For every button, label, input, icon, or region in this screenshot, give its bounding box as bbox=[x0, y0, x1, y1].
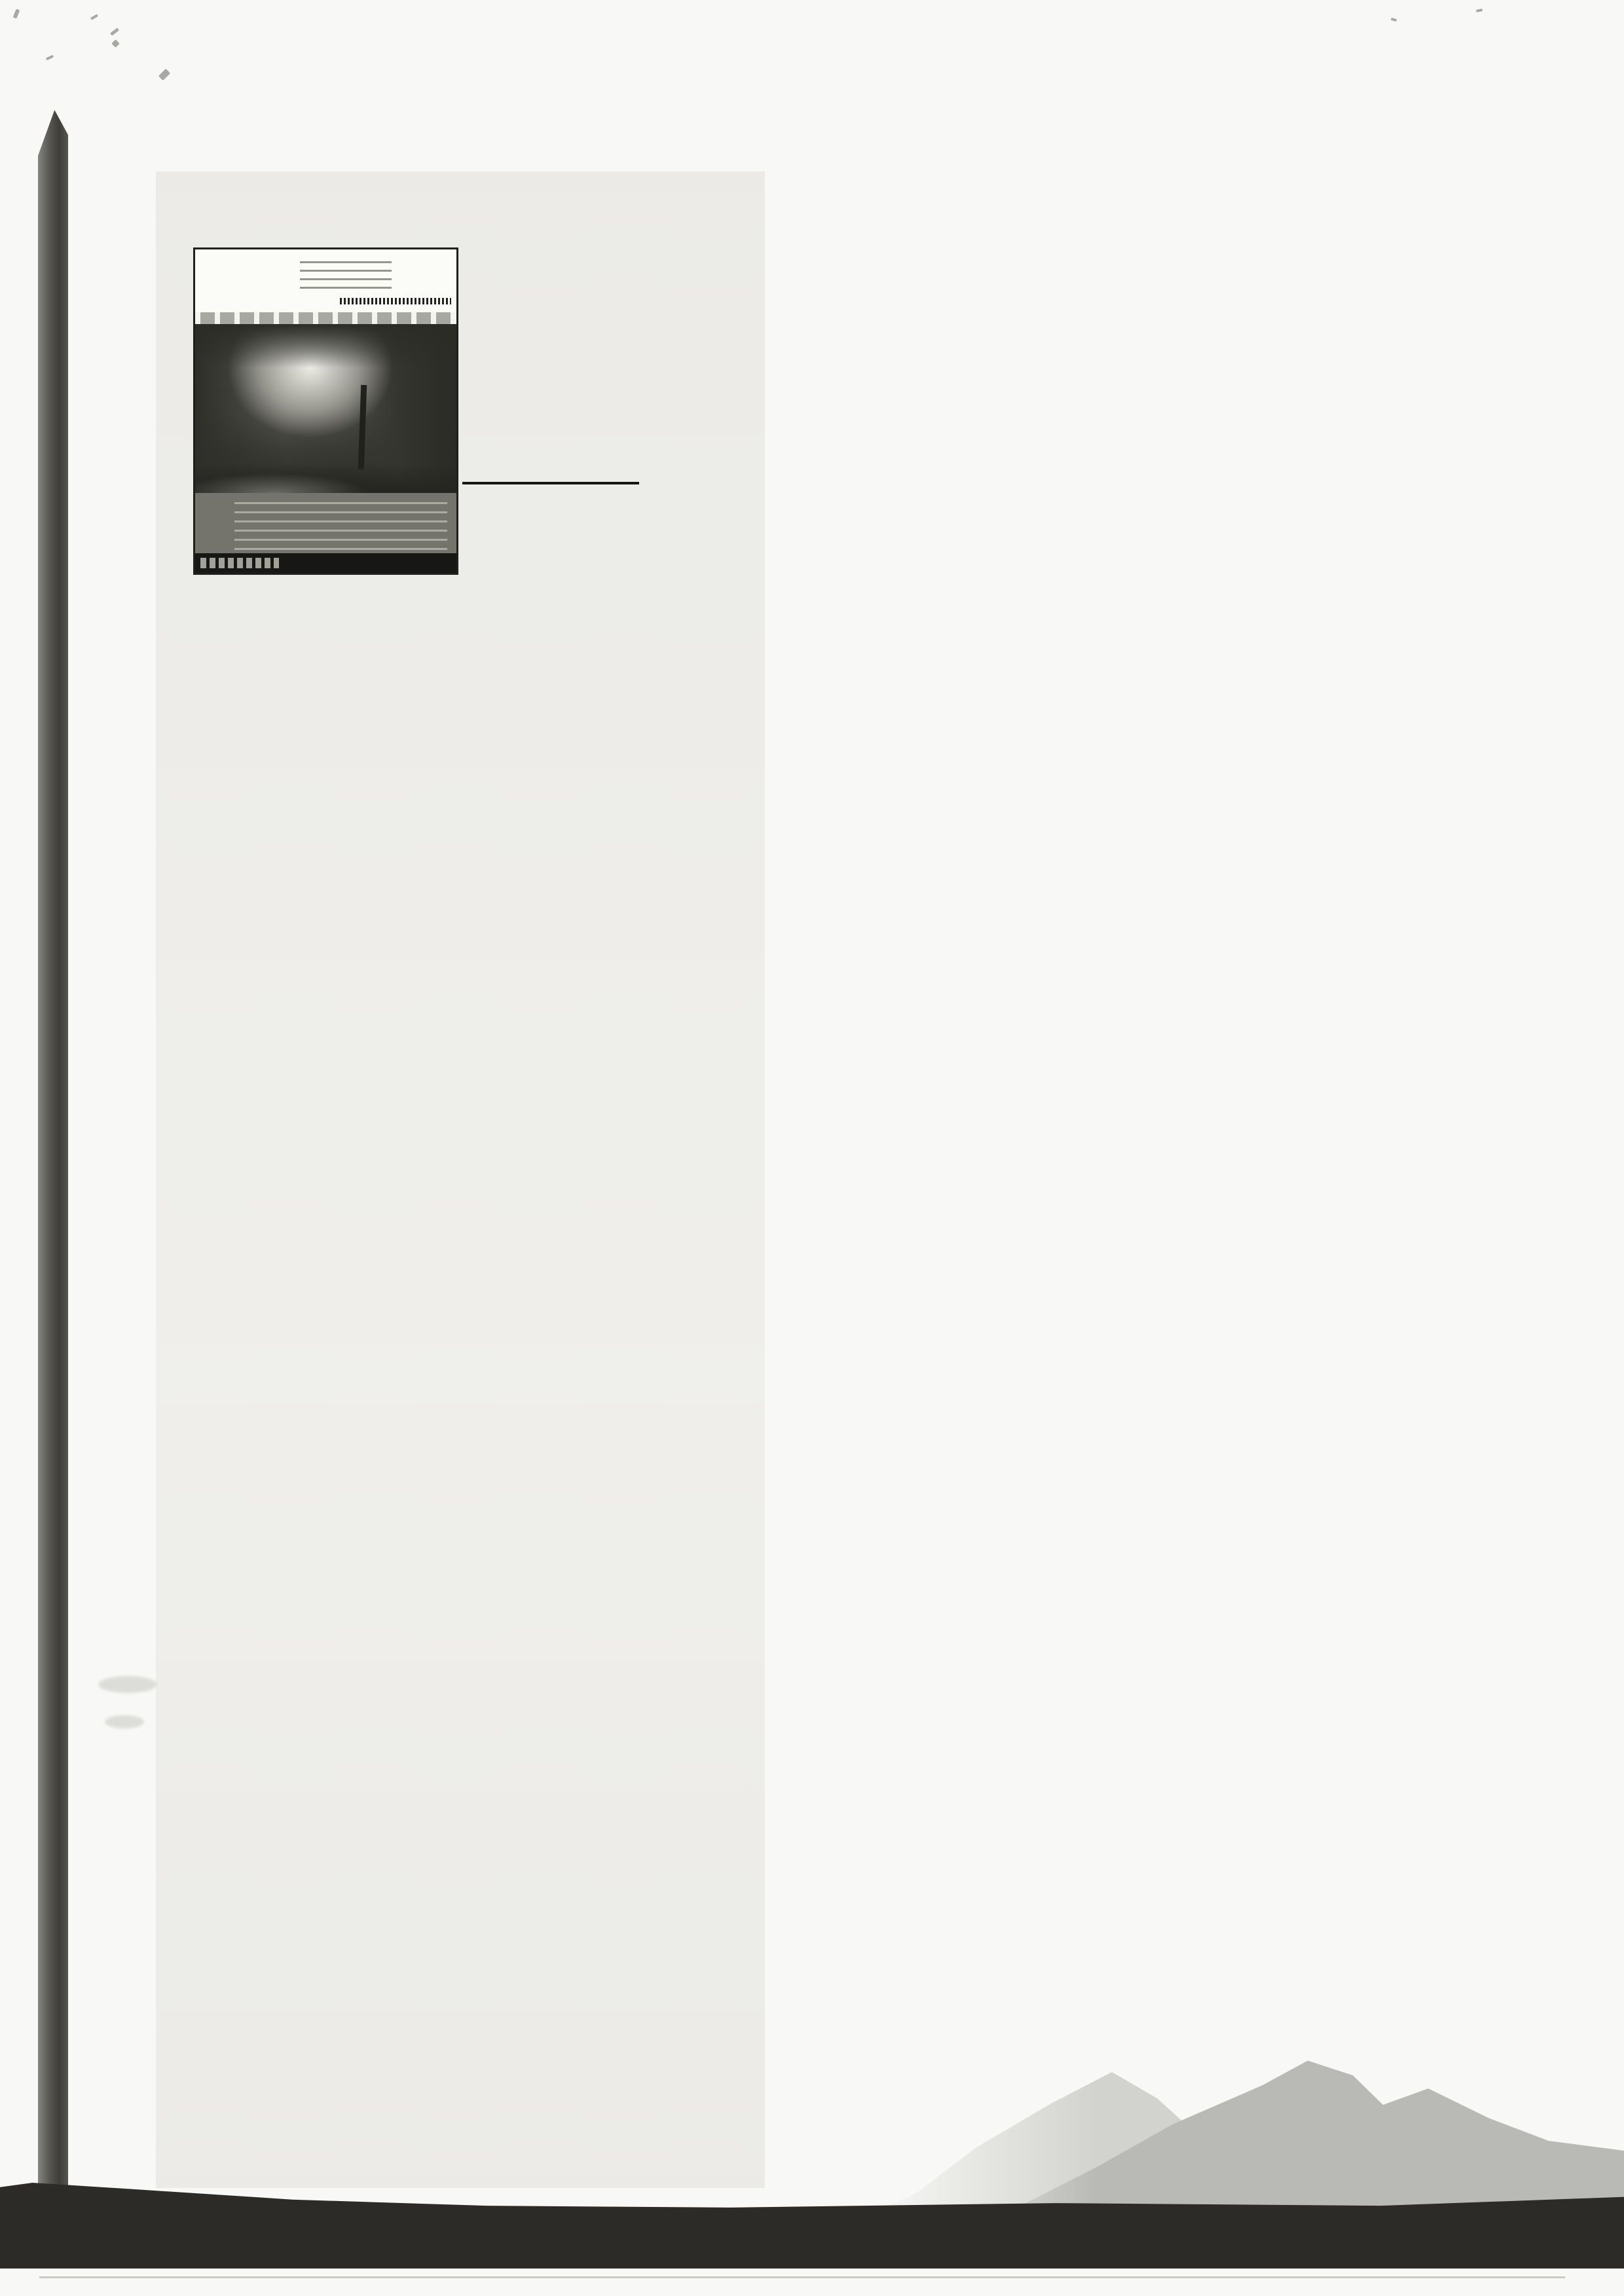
dust-speck bbox=[110, 27, 119, 36]
faint-smudge bbox=[105, 1715, 144, 1728]
title-divider-rule bbox=[462, 482, 639, 484]
dust-speck bbox=[111, 39, 120, 48]
magazine-cover-thumbnail bbox=[193, 247, 458, 575]
faint-smudge bbox=[98, 1676, 157, 1693]
cover-fineprint-lines bbox=[300, 261, 392, 295]
dust-speck bbox=[13, 9, 20, 18]
dust-speck bbox=[90, 14, 98, 20]
binding-shadow-strip bbox=[38, 110, 68, 2189]
dust-speck bbox=[1476, 9, 1483, 12]
mountain-fade bbox=[871, 2049, 1624, 2213]
cover-header bbox=[195, 249, 456, 312]
dust-speck bbox=[158, 69, 170, 81]
scan-edge-line bbox=[39, 2276, 1565, 2278]
photo-tree-trunk bbox=[358, 385, 367, 469]
cover-tiny-text-row bbox=[200, 312, 451, 324]
cover-blurb-panel bbox=[195, 493, 456, 553]
dust-speck bbox=[1391, 18, 1397, 22]
cover-footer-bar bbox=[195, 553, 456, 573]
mountain-watermark bbox=[871, 2049, 1624, 2213]
photo-ground bbox=[195, 466, 456, 493]
toc-title bbox=[794, 192, 1534, 198]
dust-speck bbox=[46, 55, 54, 61]
cover-blurb-lines bbox=[234, 502, 447, 553]
cover-forest-photo bbox=[195, 324, 456, 493]
photo-tree-canopy bbox=[195, 324, 456, 368]
cover-footer-mark bbox=[200, 558, 279, 568]
cover-barcode-stripes bbox=[340, 298, 451, 304]
